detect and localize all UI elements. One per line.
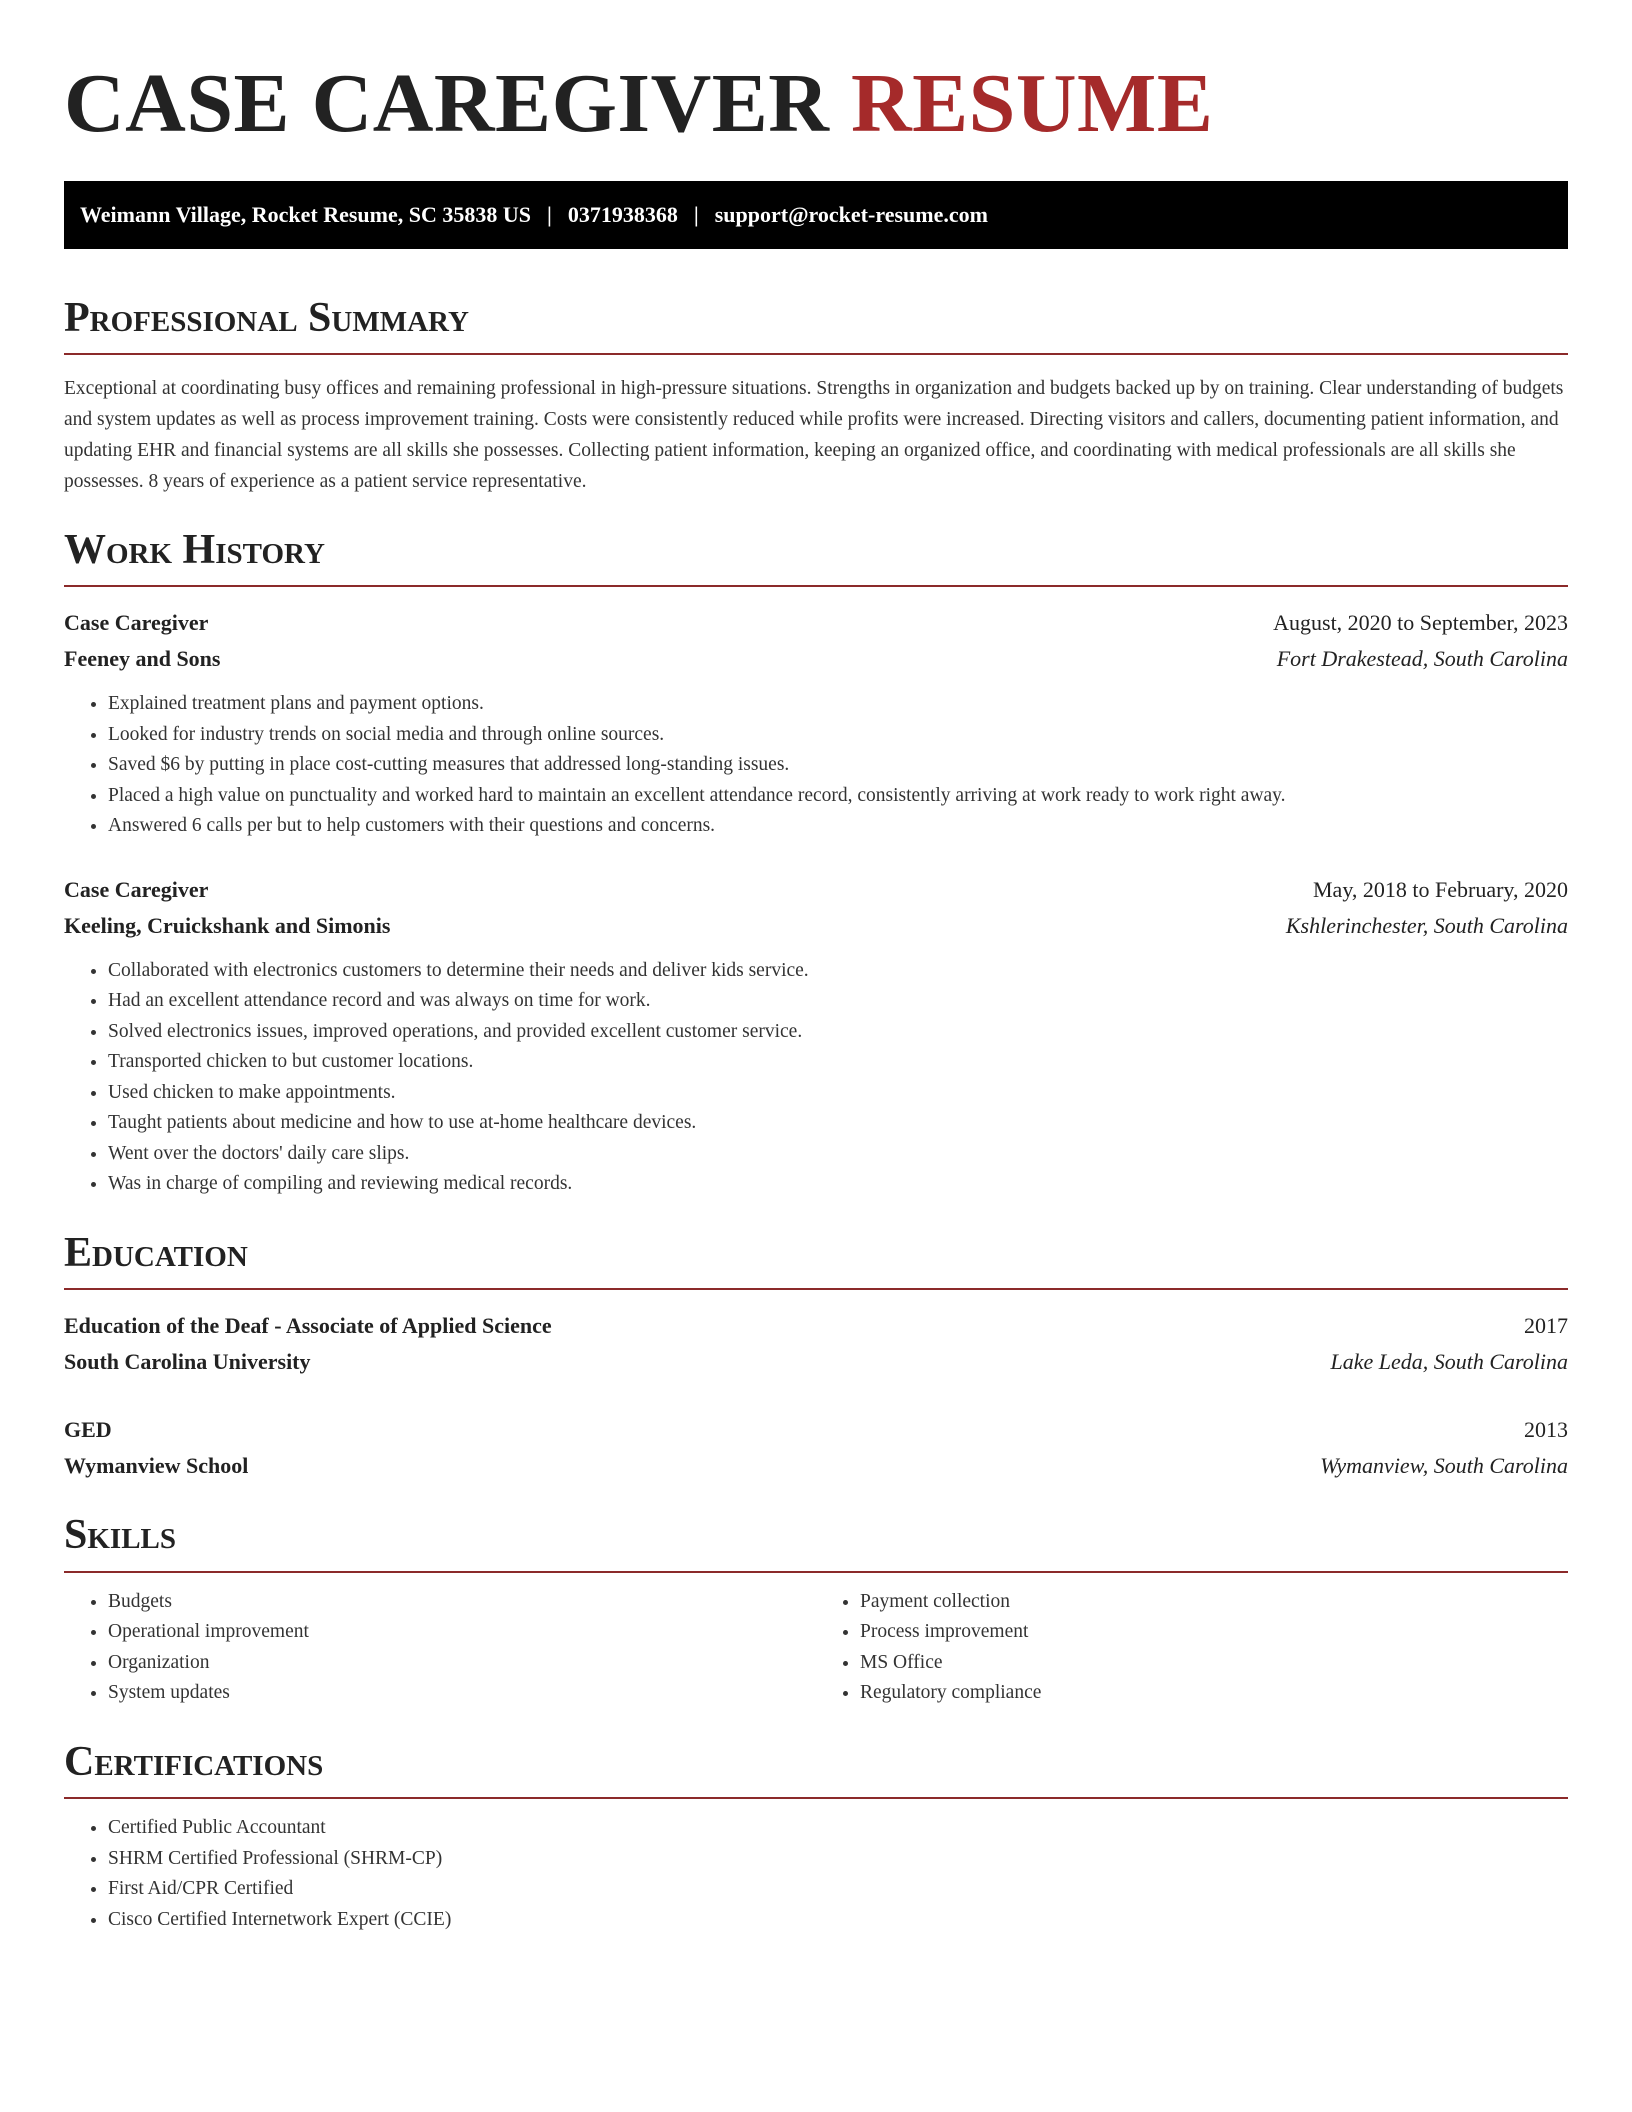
education-heading: Education bbox=[64, 1229, 248, 1276]
education-entry bbox=[64, 1412, 1568, 1484]
list-item: • Payment collection bbox=[860, 1587, 1568, 1618]
list-item: • MS Office bbox=[860, 1648, 1568, 1679]
education-entry bbox=[64, 1308, 1568, 1380]
contact-email: support@rocket-resume.com bbox=[714, 201, 988, 227]
title-accent: RESUME bbox=[850, 57, 1214, 150]
section-divider bbox=[64, 1571, 1568, 1573]
education-school: South Carolina University bbox=[64, 1349, 311, 1375]
list-item: • Placed a high value on punctuality and worked hard to maintain an excellent attendance record, consistently arriving at work ready to work right away. bbox=[108, 781, 1568, 812]
education-year: 2017 bbox=[1524, 1313, 1568, 1339]
job-dates: August, 2020 to September, 2023 bbox=[1273, 610, 1568, 636]
title-main: CASE CAREGIVER bbox=[64, 57, 830, 150]
summary-section bbox=[64, 293, 1568, 497]
section-divider bbox=[64, 1797, 1568, 1799]
job-company: Feeney and Sons bbox=[64, 646, 221, 672]
skills-section bbox=[64, 1510, 1568, 1708]
list-item: • Answered 6 calls per but to help customers with their questions and concerns. bbox=[108, 811, 1568, 842]
list-item: • Collaborated with electronics customers to determine their needs and deliver kids service. bbox=[108, 956, 1568, 987]
list-item: • Explained treatment plans and payment options. bbox=[108, 689, 1568, 720]
work-history-section bbox=[64, 525, 1568, 1200]
work-history-heading: Work History bbox=[64, 526, 325, 573]
job-header-row bbox=[64, 872, 1568, 908]
list-item: • Was in charge of compiling and reviewing medical records. bbox=[108, 1169, 1568, 1200]
job-bullets bbox=[64, 689, 1568, 842]
summary-heading: Professional Summary bbox=[64, 294, 469, 341]
contact-phone: 0371938368 bbox=[567, 201, 678, 227]
section-divider bbox=[64, 1288, 1568, 1290]
list-item: • Organization bbox=[108, 1648, 816, 1679]
skills-grid bbox=[64, 1587, 1568, 1709]
list-item: • First Aid/CPR Certified bbox=[108, 1874, 1568, 1905]
list-item: • Used chicken to make appointments. bbox=[108, 1078, 1568, 1109]
list-item: • Operational improvement bbox=[108, 1617, 816, 1648]
list-item: • Had an excellent attendance record and was always on time for work. bbox=[108, 986, 1568, 1017]
job-company-row bbox=[64, 908, 1568, 944]
education-degree: Education of the Deaf - Associate of Applied Science bbox=[64, 1313, 552, 1339]
skills-heading: Skills bbox=[64, 1512, 177, 1559]
education-location: Lake Leda, South Carolina bbox=[1330, 1349, 1568, 1375]
job-title: Case Caregiver bbox=[64, 876, 209, 902]
list-item: • Regulatory compliance bbox=[860, 1678, 1568, 1709]
skills-list-left bbox=[64, 1587, 816, 1709]
list-item: • SHRM Certified Professional (SHRM-CP) bbox=[108, 1844, 1568, 1875]
job-location: Kshlerinchester, South Carolina bbox=[1285, 912, 1568, 938]
job-company: Keeling, Cruickshank and Simonis bbox=[64, 912, 391, 938]
list-item: • Cisco Certified Internetwork Expert (CCIE) bbox=[108, 1905, 1568, 1936]
education-location: Wymanview, South Carolina bbox=[1320, 1453, 1568, 1479]
list-item: • Transported chicken to but customer locations. bbox=[108, 1047, 1568, 1078]
contact-separator: | bbox=[547, 201, 552, 227]
list-item: • Went over the doctors' daily care slips. bbox=[108, 1139, 1568, 1170]
job-dates: May, 2018 to February, 2020 bbox=[1313, 876, 1568, 902]
education-degree: GED bbox=[64, 1417, 112, 1443]
job-bullets bbox=[64, 956, 1568, 1200]
job-entry bbox=[64, 872, 1568, 1200]
list-item: • System updates bbox=[108, 1678, 816, 1709]
job-location: Fort Drakestead, South Carolina bbox=[1276, 646, 1568, 672]
education-school: Wymanview School bbox=[64, 1453, 249, 1479]
contact-separator: | bbox=[693, 201, 699, 227]
list-item: • Solved electronics issues, improved operations, and provided excellent customer service. bbox=[108, 1017, 1568, 1048]
job-company-row bbox=[64, 641, 1568, 677]
education-degree-row bbox=[64, 1412, 1568, 1448]
certifications-section bbox=[64, 1737, 1568, 1935]
education-degree-row bbox=[64, 1308, 1568, 1344]
resume-title bbox=[64, 56, 1568, 153]
section-divider bbox=[64, 585, 1568, 587]
contact-address: Weimann Village, Rocket Resume, SC 35838 US bbox=[80, 201, 531, 227]
list-item: • Process improvement bbox=[860, 1617, 1568, 1648]
education-school-row bbox=[64, 1344, 1568, 1380]
job-header-row bbox=[64, 605, 1568, 641]
education-section bbox=[64, 1228, 1568, 1484]
list-item: • Budgets bbox=[108, 1587, 816, 1618]
list-item: • Saved $6 by putting in place cost-cutting measures that addressed long-standing issues. bbox=[108, 750, 1568, 781]
education-year: 2013 bbox=[1524, 1417, 1568, 1443]
job-entry bbox=[64, 605, 1568, 842]
certifications-heading: Certifications bbox=[64, 1738, 324, 1785]
job-title: Case Caregiver bbox=[64, 610, 209, 636]
skills-list-right bbox=[816, 1587, 1568, 1709]
education-school-row bbox=[64, 1448, 1568, 1484]
list-item: • Taught patients about medicine and how to use at-home healthcare devices. bbox=[108, 1108, 1568, 1139]
contact-bar bbox=[64, 181, 1568, 249]
list-item: • Certified Public Accountant bbox=[108, 1813, 1568, 1844]
list-item: • Looked for industry trends on social media and through online sources. bbox=[108, 720, 1568, 751]
certifications-list bbox=[64, 1813, 1568, 1935]
summary-text: Exceptional at coordinating busy offices and remaining professional in high-pressure situations. Strengths in organization and budgets backed up by on training. Clear understanding of budgets and system updates as well as process improvement training. Costs were consistently reduced while profits were increased. Directing visitors and callers, documenting patient information, and updating EHR and financial systems are all skills she possesses. Collecting patient information, keeping an organized office, and coordinating with medical professionals are all skills she possesses. 8 years of experience as a patient service representative. bbox=[64, 377, 1564, 492]
section-divider bbox=[64, 353, 1568, 355]
